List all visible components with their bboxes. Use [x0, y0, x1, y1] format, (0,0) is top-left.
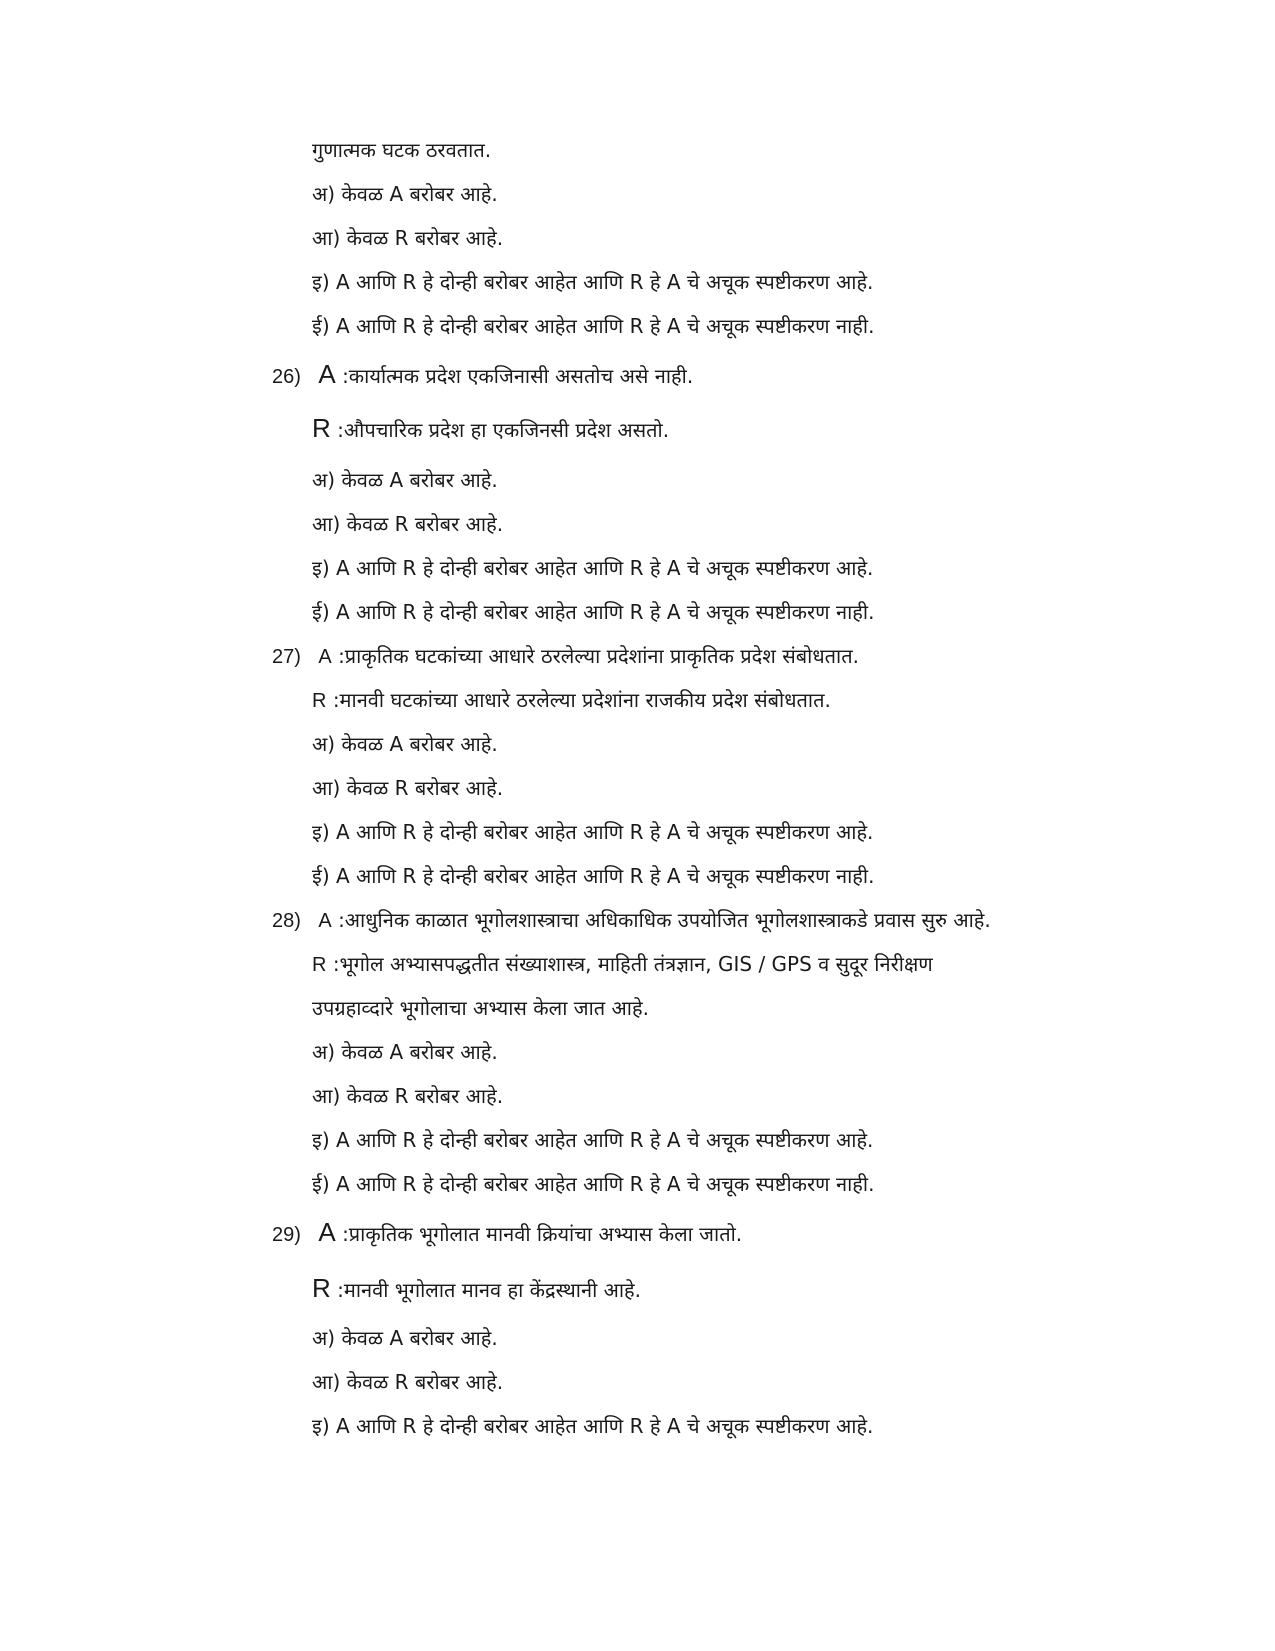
- reason-letter: R: [312, 954, 327, 976]
- assertion-text: :कार्यात्मक प्रदेश एकजिनासी असतोच असे नाही.: [342, 364, 694, 388]
- reason-text: :मानवी भूगोलात मानव हा केंद्रस्थानी आहे.: [337, 1278, 642, 1302]
- option-a: अ) केवळ A बरोबर आहे.: [312, 182, 498, 206]
- option-ii: ई) A आणि R हे दोन्ही बरोबर आहेत आणि R हे A चे अचूक स्पष्टीकरण नाही.: [312, 1172, 875, 1196]
- question-number: 29): [272, 1224, 301, 1246]
- question-28-reason: [312, 950, 933, 979]
- assertion-letter: A: [318, 646, 332, 668]
- continuation-text: गुणात्मक घटक ठरवतात.: [312, 138, 492, 162]
- question-29-reason: [312, 1274, 641, 1304]
- option-i: इ) A आणि R हे दोन्ही बरोबर आहेत आणि R हे A चे अचूक स्पष्टीकरण आहे.: [312, 270, 874, 294]
- question-28-assertion: [272, 906, 991, 935]
- option-i: इ) A आणि R हे दोन्ही बरोबर आहेत आणि R हे A चे अचूक स्पष्टीकरण आहे.: [312, 556, 874, 580]
- option-i: इ) A आणि R हे दोन्ही बरोबर आहेत आणि R हे A चे अचूक स्पष्टीकरण आहे.: [312, 1414, 874, 1438]
- option-i: इ) A आणि R हे दोन्ही बरोबर आहेत आणि R हे A चे अचूक स्पष्टीकरण आहे.: [312, 1128, 874, 1152]
- option-a: अ) केवळ A बरोबर आहे.: [312, 468, 498, 492]
- option-ii: ई) A आणि R हे दोन्ही बरोबर आहेत आणि R हे A चे अचूक स्पष्टीकरण नाही.: [312, 314, 875, 338]
- reason-text: :औपचारिक प्रदेश हा एकजिनसी प्रदेश असतो.: [337, 418, 670, 442]
- reason-letter: R: [312, 690, 327, 712]
- option-ii: ई) A आणि R हे दोन्ही बरोबर आहेत आणि R हे A चे अचूक स्पष्टीकरण नाही.: [312, 600, 875, 624]
- question-26-assertion: [272, 360, 693, 391]
- reason-text: :मानवी घटकांच्या आधारे ठरलेल्या प्रदेशांना राजकीय प्रदेश संबोधतात.: [332, 688, 831, 712]
- question-29-assertion: [272, 1218, 742, 1249]
- option-a: अ) केवळ A बरोबर आहे.: [312, 732, 498, 756]
- assertion-letter: A: [318, 1217, 336, 1247]
- assertion-text: :प्राकृतिक भूगोलात मानवी क्रियांचा अभ्यास केला जातो.: [342, 1222, 743, 1246]
- assertion-text: :आधुनिक काळात भूगोलशास्त्राचा अधिकाधिक उपयोजित भूगोलशास्त्राकडे प्रवास सुरु आहे.: [338, 908, 991, 932]
- option-ii: ई) A आणि R हे दोन्ही बरोबर आहेत आणि R हे A चे अचूक स्पष्टीकरण नाही.: [312, 864, 875, 888]
- question-27-reason: [312, 686, 831, 715]
- reason-text: :भूगोल अभ्यासपद्धतीत संख्याशास्त्र, माहिती तंत्रज्ञान, GIS / GPS व सुदूर निरीक्षण: [332, 952, 933, 976]
- option-a: अ) केवळ A बरोबर आहे.: [312, 1040, 498, 1064]
- reason-continuation: उपग्रहाव्दारे भूगोलाचा अभ्यास केला जात आहे.: [312, 996, 649, 1020]
- option-i: इ) A आणि R हे दोन्ही बरोबर आहेत आणि R हे A चे अचूक स्पष्टीकरण आहे.: [312, 820, 874, 844]
- assertion-letter: A: [318, 359, 336, 389]
- option-aa: आ) केवळ R बरोबर आहे.: [312, 1084, 504, 1108]
- assertion-letter: A: [318, 910, 332, 932]
- question-26-reason: [312, 414, 669, 444]
- option-aa: आ) केवळ R बरोबर आहे.: [312, 226, 504, 250]
- question-number: 28): [272, 910, 301, 932]
- reason-letter: R: [312, 413, 331, 443]
- assertion-text: :प्राकृतिक घटकांच्या आधारे ठरलेल्या प्रदेशांना प्राकृतिक प्रदेश संबोधतात.: [338, 644, 859, 668]
- question-number: 27): [272, 646, 301, 668]
- option-aa: आ) केवळ R बरोबर आहे.: [312, 1370, 504, 1394]
- question-27-assertion: [272, 642, 859, 671]
- option-aa: आ) केवळ R बरोबर आहे.: [312, 776, 504, 800]
- question-number: 26): [272, 366, 301, 388]
- option-aa: आ) केवळ R बरोबर आहे.: [312, 512, 504, 536]
- reason-letter: R: [312, 1273, 331, 1303]
- option-a: अ) केवळ A बरोबर आहे.: [312, 1326, 498, 1350]
